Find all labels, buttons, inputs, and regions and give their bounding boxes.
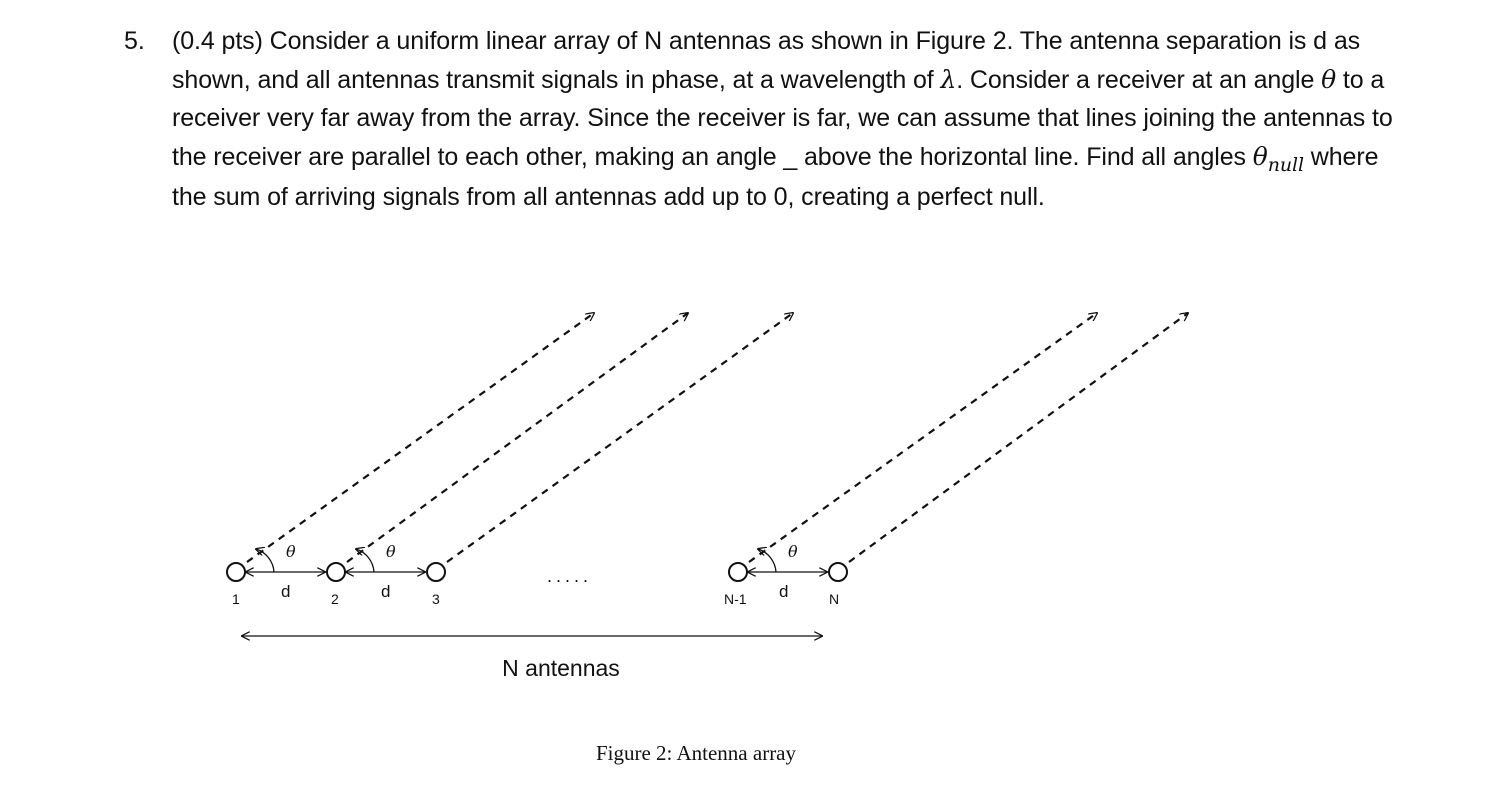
question-text-segment-3: to a receiver very far away from the array. Since the receiver is far, we can assume that lines joining the antennas to the receiver are parallel to each other, making an angle _ above the horizontal line. Find all angles <box>172 65 1393 171</box>
radiation-line-1 <box>247 313 594 562</box>
lambda-symbol: λ <box>940 64 957 94</box>
antenna-label-n-1: N-1 <box>724 591 747 607</box>
question-text-segment-1: Consider a uniform linear array of N antennas as shown in Figure 2. The antenna separation is d as shown, and all antennas transmit signals in phase, at a wavelength of <box>172 27 1361 94</box>
angle-label-n-1: θ <box>788 542 798 561</box>
theta-symbol: θ <box>1321 64 1337 94</box>
antenna-label-3: 3 <box>432 591 440 607</box>
radiation-line-n <box>849 313 1188 562</box>
radiation-lines <box>247 313 1188 562</box>
antenna-n-1-icon <box>729 563 747 581</box>
question-text-segment-2: . Consider a receiver at an angle <box>956 65 1322 94</box>
separation-label-1: d <box>281 582 291 601</box>
theta-null-subscript: null <box>1267 153 1304 176</box>
antenna-1-icon <box>227 563 245 581</box>
antenna-3-icon <box>427 563 445 581</box>
radiation-line-2 <box>347 313 688 562</box>
theta-null-symbol: θ <box>1252 141 1268 171</box>
question-points: (0.4 pts) <box>172 27 263 55</box>
radiation-line-n-1 <box>749 313 1097 562</box>
antenna-n-icon <box>829 563 847 581</box>
span-label: N antennas <box>502 655 620 681</box>
antenna-label-2: 2 <box>331 591 339 607</box>
antenna-2-icon <box>327 563 345 581</box>
question-text-segment-4: where the sum of arriving signals from all antennas add up to 0, creating a perfect null. <box>172 142 1379 211</box>
antenna-label-n: N <box>829 591 840 607</box>
angle-label-2: θ <box>386 542 396 561</box>
ellipsis: ..... <box>547 566 593 586</box>
separation-label-2: d <box>381 582 391 601</box>
radiation-line-3 <box>447 313 793 562</box>
figure-caption: Figure 2: Antenna array <box>595 741 797 765</box>
separation-label-n-1: d <box>779 582 789 601</box>
angle-label-1: θ <box>286 542 296 561</box>
question-number: 5. <box>124 27 145 55</box>
antenna-label-1: 1 <box>232 591 240 607</box>
